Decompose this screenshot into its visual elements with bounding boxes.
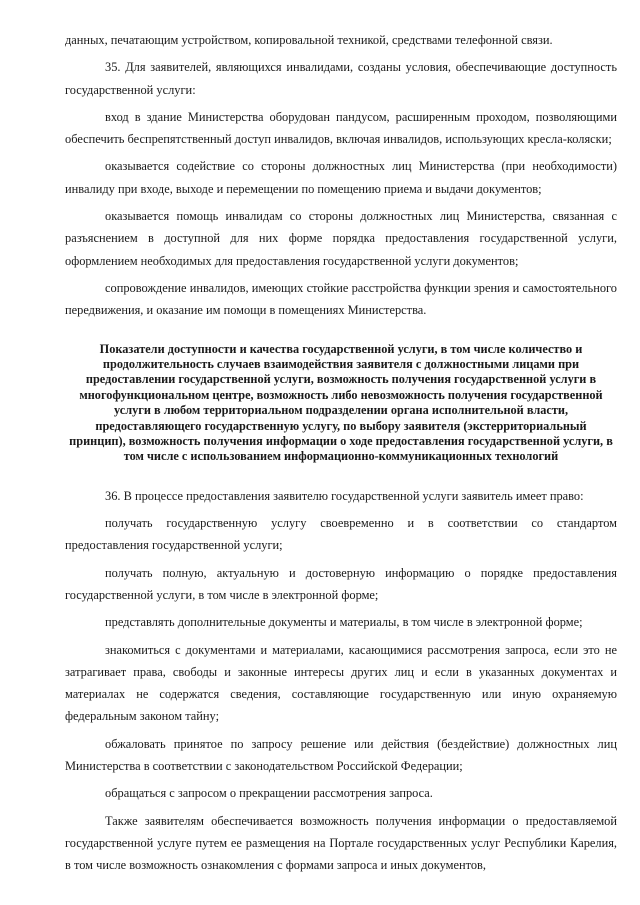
paragraph-right-familiarize: знакомиться с документами и материалами, касающимися рассмотрения запроса, если это не затрагивает права, свободы и законные интересы других лиц и если в указанных документах и материалах не содержатся сведения, составляющие государственную или иную охраняемую федеральным законом тайну;: [65, 642, 617, 724]
paragraph-right-information: получать полную, актуальную и достоверную информацию о порядке предоставления государственной услуги, в том числе в электронной форме;: [65, 565, 617, 602]
paragraph-right-terminate: обращаться с запросом о прекращении рассмотрения запроса.: [105, 786, 433, 801]
paragraph-escort: сопровождение инвалидов, имеющих стойкие расстройства функции зрения и самостоятельного передвижения, и оказание им помощи в помещениях Министерства.: [65, 280, 617, 318]
paragraph-entrance-ramp: вход в здание Министерства оборудован пандусом, расширенным проходом, позволяющими обеспечить беспрепятственный доступ инвалидов, включая инвалидов, использующих кресла-коляски;: [65, 109, 617, 147]
paragraph-assistance-movement: оказывается содействие со стороны должностных лиц Министерства (при необходимости) инвалиду при входе, выходе и перемещении по помещению приема и выдачи документов;: [65, 159, 617, 196]
paragraph-36: 36. В процессе предоставления заявителю государственной услуги заявитель имеет право:: [105, 488, 584, 503]
paragraph-portal-info: Также заявителям обеспечивается возможность получения информации о предоставляемой государственной услуге путем ее размещения на Портале государственных услуг Республики Карелия, в том числе возможность ознакомления с формами запроса и иных документов,: [65, 813, 617, 873]
paragraph-right-timely: получать государственную услугу своевременно и в соответствии со стандартом предоставления государственной услуги;: [65, 516, 617, 553]
section-heading: Показатели доступности и качества государственной услуги, в том числе количество и продолжительность случаев взаимодействия заявителя с должностными лицами при предоставлении государственной услуги, возможность получения государственной услуги в многофункциональном центре, возможность либо невозможность получения государственной услуги в любом территориальном подразделении органа исполнительной власти, предоставляющего государственную услугу, по выбору заявителя (экстерриториальный принцип), возможность получения информации о ходе предоставления государственной услуги, в том числе с использованием информационно-коммуникационных технологий: [69, 341, 613, 464]
paragraph-right-appeal: обжаловать принятое по запросу решение или действия (бездействие) должностных лиц Министерства в соответствии с законодательством Российской Федерации;: [65, 736, 617, 774]
paragraph-right-documents: представлять дополнительные документы и материалы, в том числе в электронной форме;: [105, 615, 583, 630]
paragraph-assistance-explanation: оказывается помощь инвалидам со стороны должностных лиц Министерства, связанная с разъяснением в доступной для них форме порядка предоставления государственной услуги, оформлением необходимых для предоставления государственной услуги документов;: [65, 209, 617, 268]
paragraph-35: 35. Для заявителей, являющихся инвалидами, созданы условия, обеспечивающие доступность государственной услуги:: [65, 60, 617, 97]
paragraph-continuation: данных, печатающим устройством, копировальной техникой, средствами телефонной связи.: [65, 33, 553, 47]
